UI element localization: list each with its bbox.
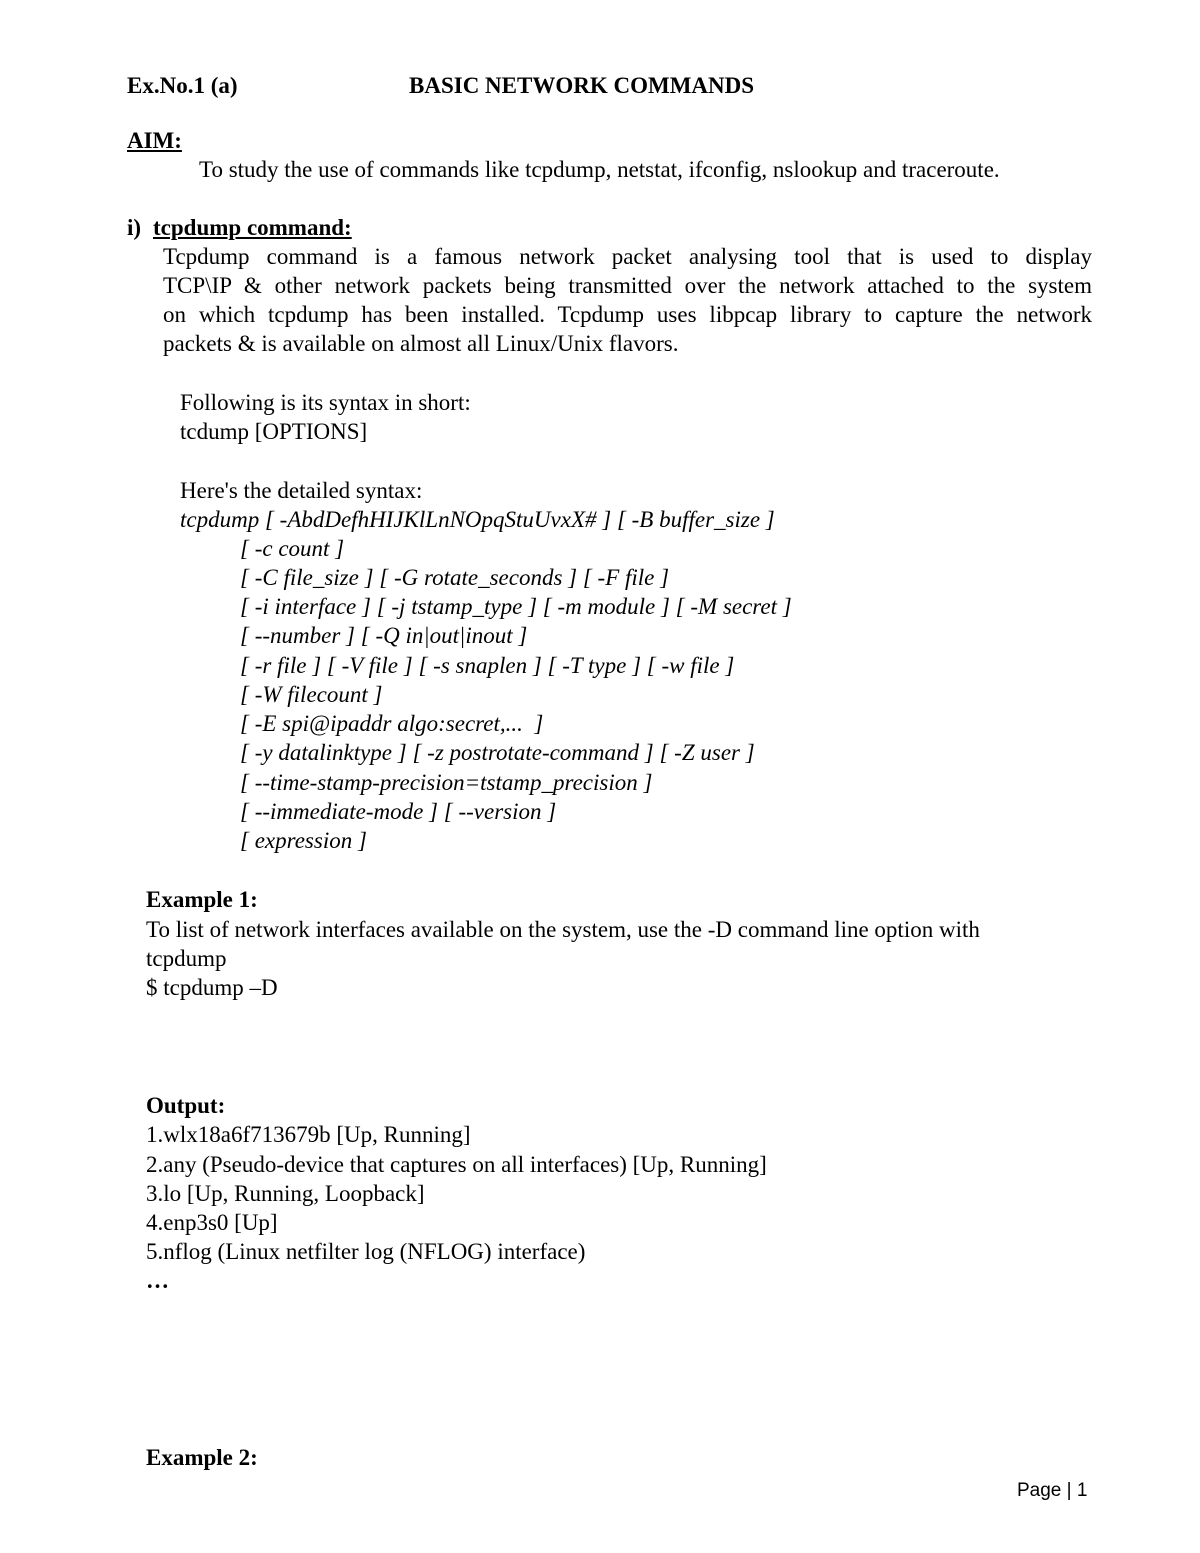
output-line: 4.enp3s0 [Up] <box>146 1210 278 1235</box>
example-2-label: Example 2: <box>146 1445 258 1470</box>
paragraph-line: Tcpdump command is a famous network packet analysing tool that is used to display <box>163 244 1092 269</box>
page-label: Page <box>1017 1480 1062 1501</box>
syntax-intro: Following is its syntax in short: <box>180 390 471 415</box>
aim-label: AIM: <box>127 128 182 153</box>
paragraph-line: packets & is available on almost all Linux/Unix flavors. <box>163 331 679 356</box>
output-ellipsis: … <box>146 1268 169 1293</box>
syntax-line: [ -c count ] <box>240 536 345 561</box>
output-label: Output: <box>146 1093 226 1118</box>
syntax-short: tcdump [OPTIONS] <box>180 419 368 444</box>
syntax-line: [ expression ] <box>240 828 367 853</box>
syntax-line: [ --number ] [ -Q in|out|inout ] <box>240 623 528 648</box>
section-heading: tcpdump command: <box>153 215 352 240</box>
example-1-label: Example 1: <box>146 887 258 912</box>
example-1-command: $ tcpdump –D <box>146 975 278 1000</box>
page-separator: | <box>1066 1480 1072 1501</box>
example-1-desc: To list of network interfaces available on the system, use the -D command line option with <box>146 917 980 942</box>
exercise-number: Ex.No.1 (a) <box>127 73 238 98</box>
example-1-desc: tcpdump <box>146 946 227 971</box>
aim-text: To study the use of commands like tcpdump, netstat, ifconfig, nslookup and traceroute. <box>199 157 1000 182</box>
paragraph-line: TCP\IP & other network packets being transmitted over the network attached to the system <box>163 273 1092 298</box>
page-number: 1 <box>1076 1480 1088 1501</box>
syntax-line: [ -E spi@ipaddr algo:secret,... ] <box>240 711 544 736</box>
syntax-line: [ -C file_size ] [ -G rotate_seconds ] [ -F file ] <box>240 565 670 590</box>
section-number: i) <box>127 215 142 240</box>
syntax-line: tcpdump [ -AbdDefhHIJKlLnNOpqStuUvxX# ] [ -B buffer_size ] <box>180 507 775 532</box>
output-line: 5.nflog (Linux netfilter log (NFLOG) interface) <box>146 1239 586 1264</box>
page-footer <box>1017 1480 1087 1502</box>
syntax-line: [ -y datalinktype ] [ -z postrotate-command ] [ -Z user ] <box>240 740 755 765</box>
output-line: 2.any (Pseudo-device that captures on all interfaces) [Up, Running] <box>146 1152 767 1177</box>
syntax-line: [ -r file ] [ -V file ] [ -s snaplen ] [ -T type ] [ -w file ] <box>240 653 735 678</box>
syntax-line: [ -W filecount ] <box>240 682 383 707</box>
syntax-line: [ --time-stamp-precision=tstamp_precision ] <box>240 770 653 795</box>
output-line: 3.lo [Up, Running, Loopback] <box>146 1181 425 1206</box>
detailed-intro: Here's the detailed syntax: <box>180 478 423 503</box>
output-line: 1.wlx18a6f713679b [Up, Running] <box>146 1122 471 1147</box>
page-title: BASIC NETWORK COMMANDS <box>409 73 755 98</box>
syntax-line: [ -i interface ] [ -j tstamp_type ] [ -m module ] [ -M secret ] <box>240 594 792 619</box>
paragraph-line: on which tcpdump has been installed. Tcpdump uses libpcap library to capture the network <box>163 302 1092 327</box>
syntax-line: [ --immediate-mode ] [ --version ] <box>240 799 557 824</box>
